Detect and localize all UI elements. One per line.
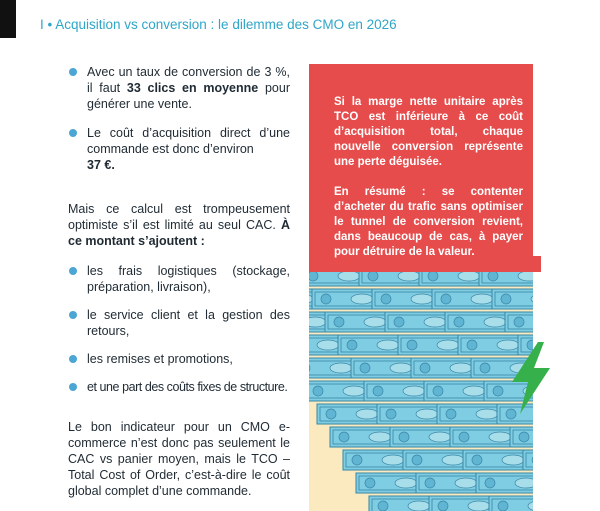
paragraph-tco: Le bon indicateur pour un CMO e-commerce n’est donc pas seulement le CAC vs panier moyen, mais le TCO – Total Cost of Order, c’est-à-dire le coût global complet d’une commande. xyxy=(68,420,290,498)
paragraph-cac-warning: Mais ce calcul est trompeusement optimiste s’il est limité au seul CAC. À ce montant s’ajoutent : xyxy=(68,202,290,248)
corner-bar xyxy=(0,0,16,38)
list-item: les remises et promotions, xyxy=(87,351,290,367)
highlight-paragraph-1: Si la marge nette unitaire après TCO est inférieure à ce coût d’acquisition total, chaque nouvelle conversion représente une perte déguisée. xyxy=(334,96,523,168)
list-item: les frais logistiques (stockage, préparation, livraison), xyxy=(87,264,290,294)
list-item: Le coût d’acquisition direct d’une commande est donc d’environ 37 €. xyxy=(87,126,290,172)
banknote-icon xyxy=(476,473,533,493)
section-title: I • Acquisition vs conversion : le dilemme des CMO en 2026 xyxy=(40,17,397,32)
red-stripe xyxy=(533,256,541,272)
banknote-icon xyxy=(510,427,533,447)
left-column xyxy=(68,64,290,499)
bullet-list-cac xyxy=(87,64,290,173)
banknotes-icon xyxy=(309,272,533,511)
banknote-icon xyxy=(505,312,533,332)
list-item: le service client et la gestion des retours, xyxy=(87,308,290,338)
banknote-icon xyxy=(479,272,533,286)
banknote-icon xyxy=(492,289,533,309)
banknote-icon xyxy=(523,450,533,470)
list-item: Avec un taux de conversion de 3 %, il faut 33 clics en moyenne pour générer une vente. xyxy=(87,65,290,111)
banknote-icon xyxy=(489,496,533,511)
highlight-paragraph-2: En résumé : se contenter d’acheter du trafic sans optimiser le tunnel de conversion revient, dans beaucoup de cas, à payer pour détruire de la valeur. xyxy=(334,186,523,258)
lightning-bolt-icon xyxy=(510,342,552,414)
highlight-box xyxy=(309,64,533,272)
bullet-list-costs xyxy=(87,263,290,395)
list-item: et une part des coûts fixes de structure. xyxy=(87,379,290,395)
money-illustration xyxy=(309,272,533,511)
